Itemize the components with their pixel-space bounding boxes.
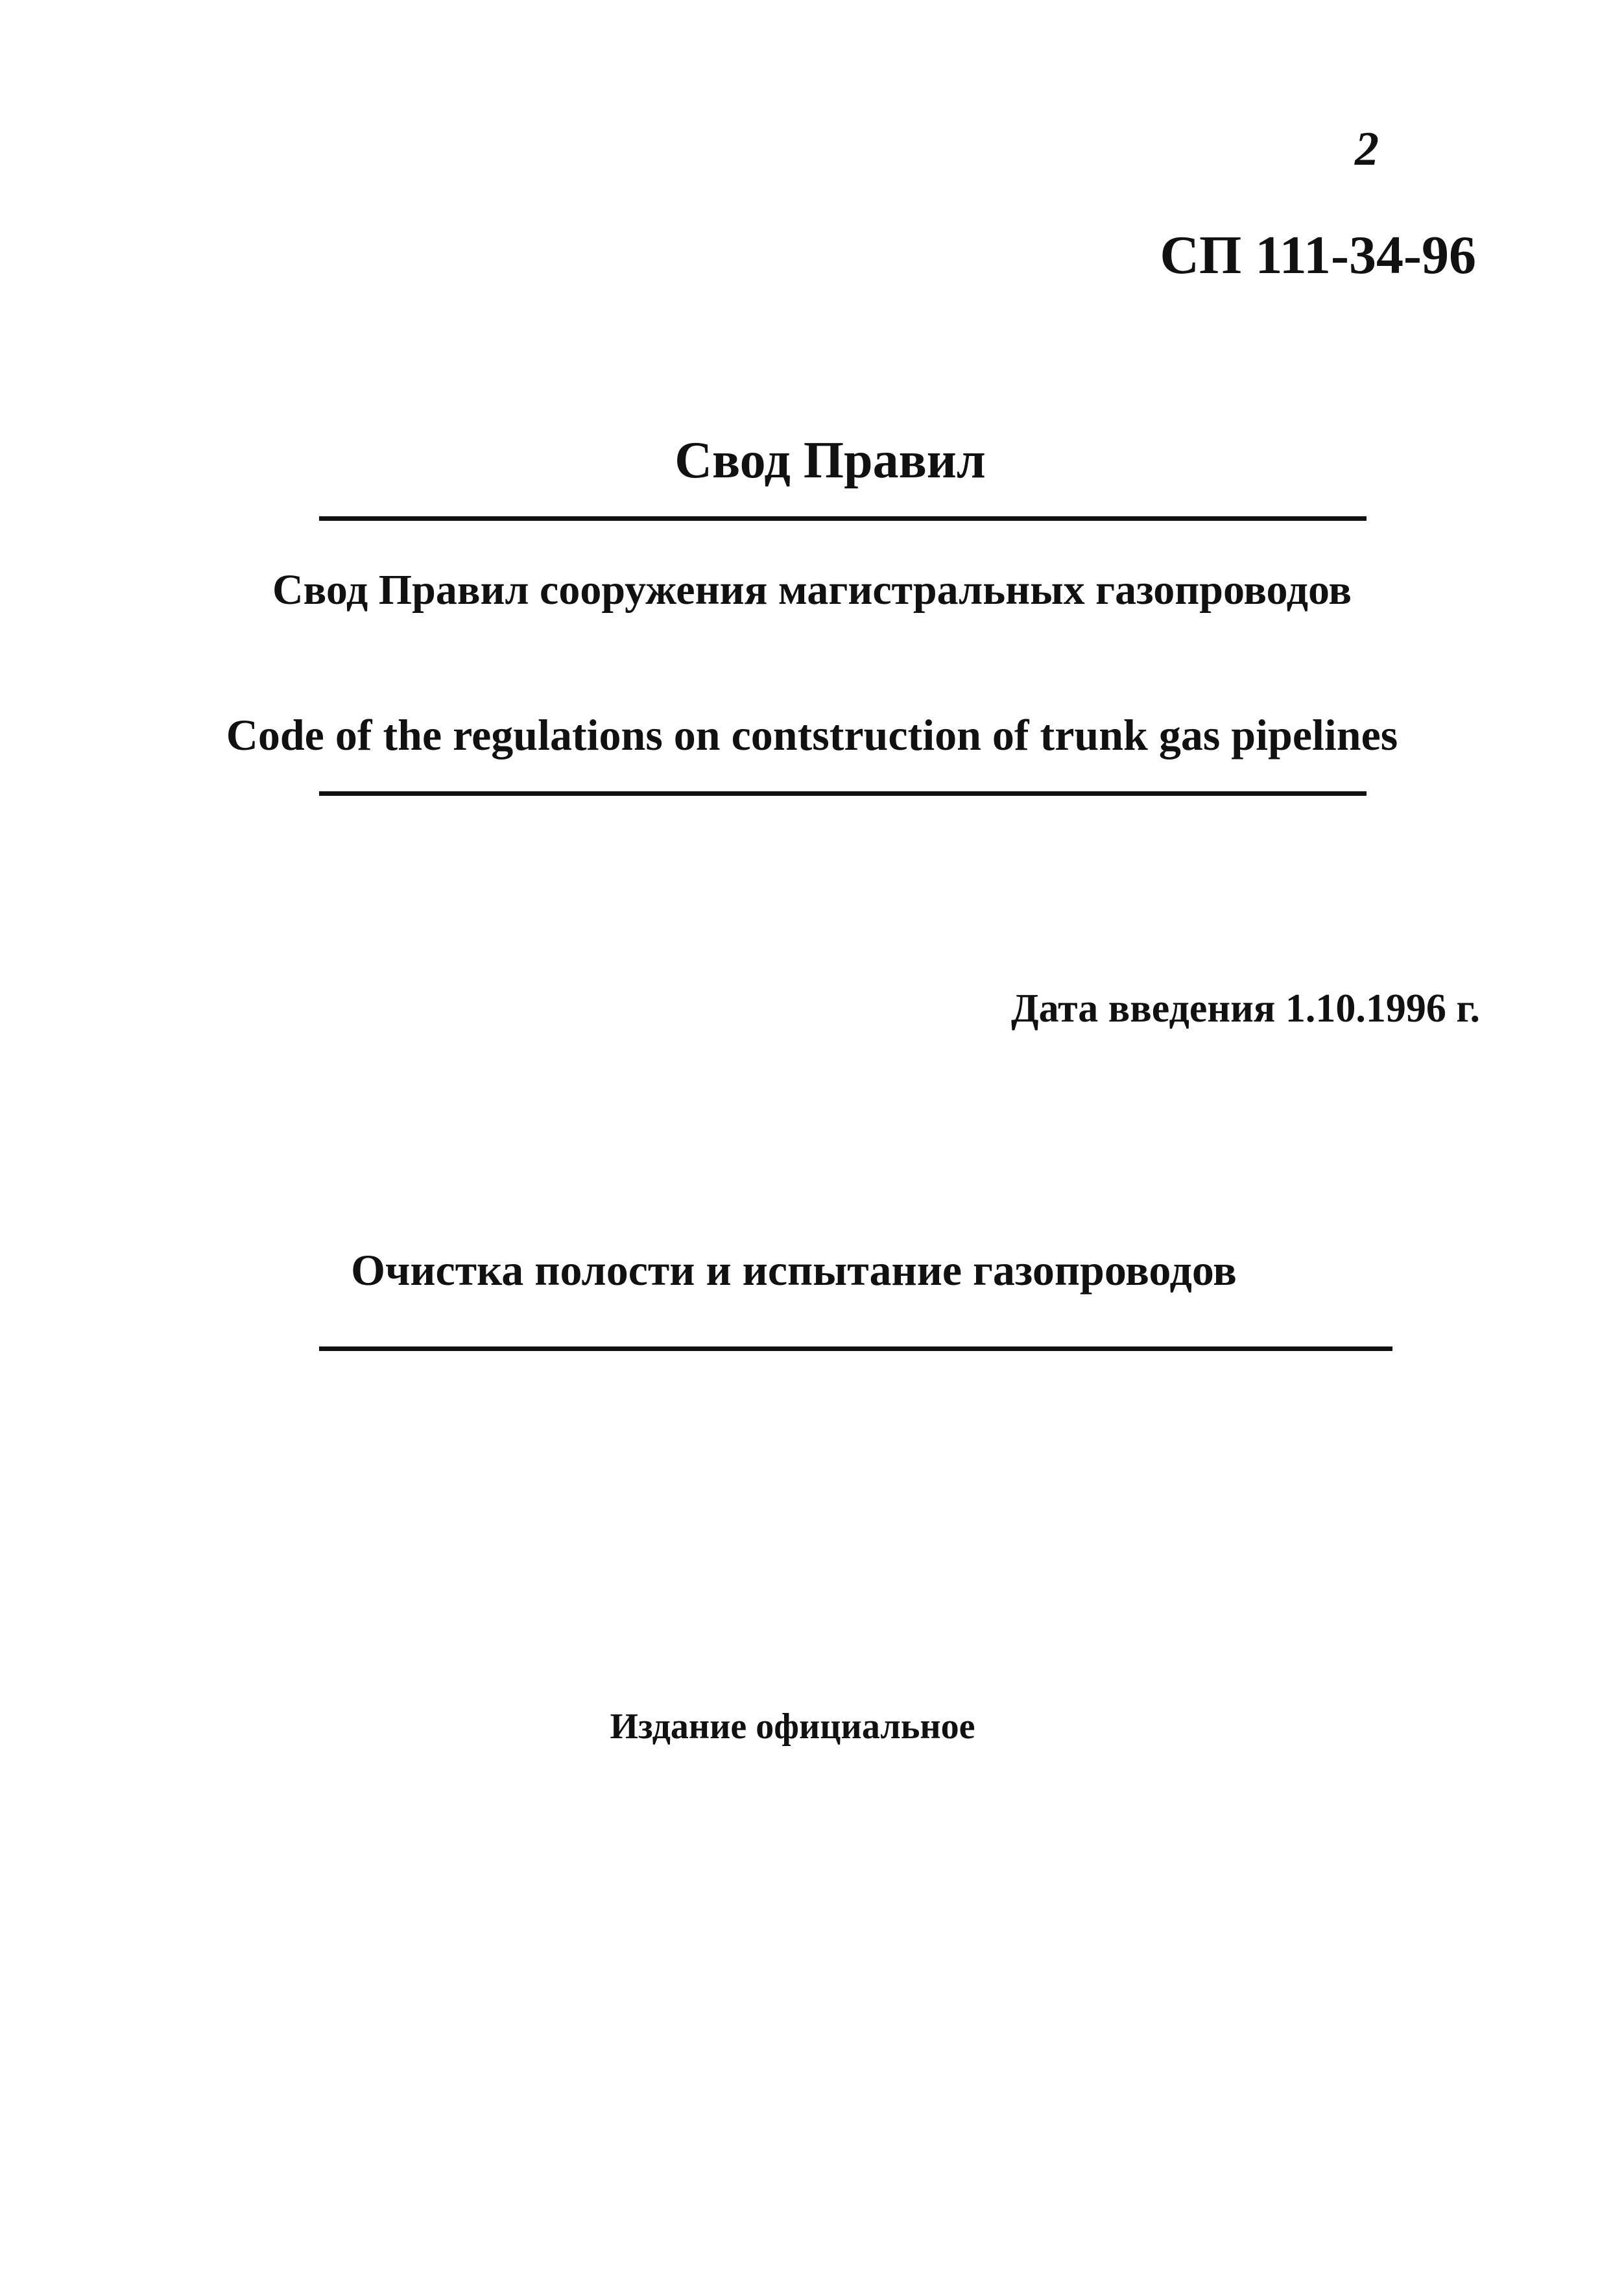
title-english: Code of the regulations on contstruction of trunk gas pipelines bbox=[226, 710, 1398, 760]
introduction-date: Дата введения 1.10.1996 г. bbox=[1011, 987, 1480, 1031]
document-code: СП 111-34-96 bbox=[1160, 225, 1476, 285]
page-number: 2 bbox=[1355, 123, 1379, 176]
divider-middle bbox=[319, 791, 1367, 796]
title-russian: Свод Правил сооружения магистральных газопроводов bbox=[272, 566, 1352, 614]
divider-top bbox=[319, 516, 1367, 521]
divider-bottom bbox=[319, 1346, 1392, 1351]
edition-label: Издание официальное bbox=[610, 1706, 975, 1747]
part-title: Очистка полости и испытание газопроводов bbox=[351, 1245, 1237, 1295]
main-heading: Свод Правил bbox=[675, 432, 986, 489]
